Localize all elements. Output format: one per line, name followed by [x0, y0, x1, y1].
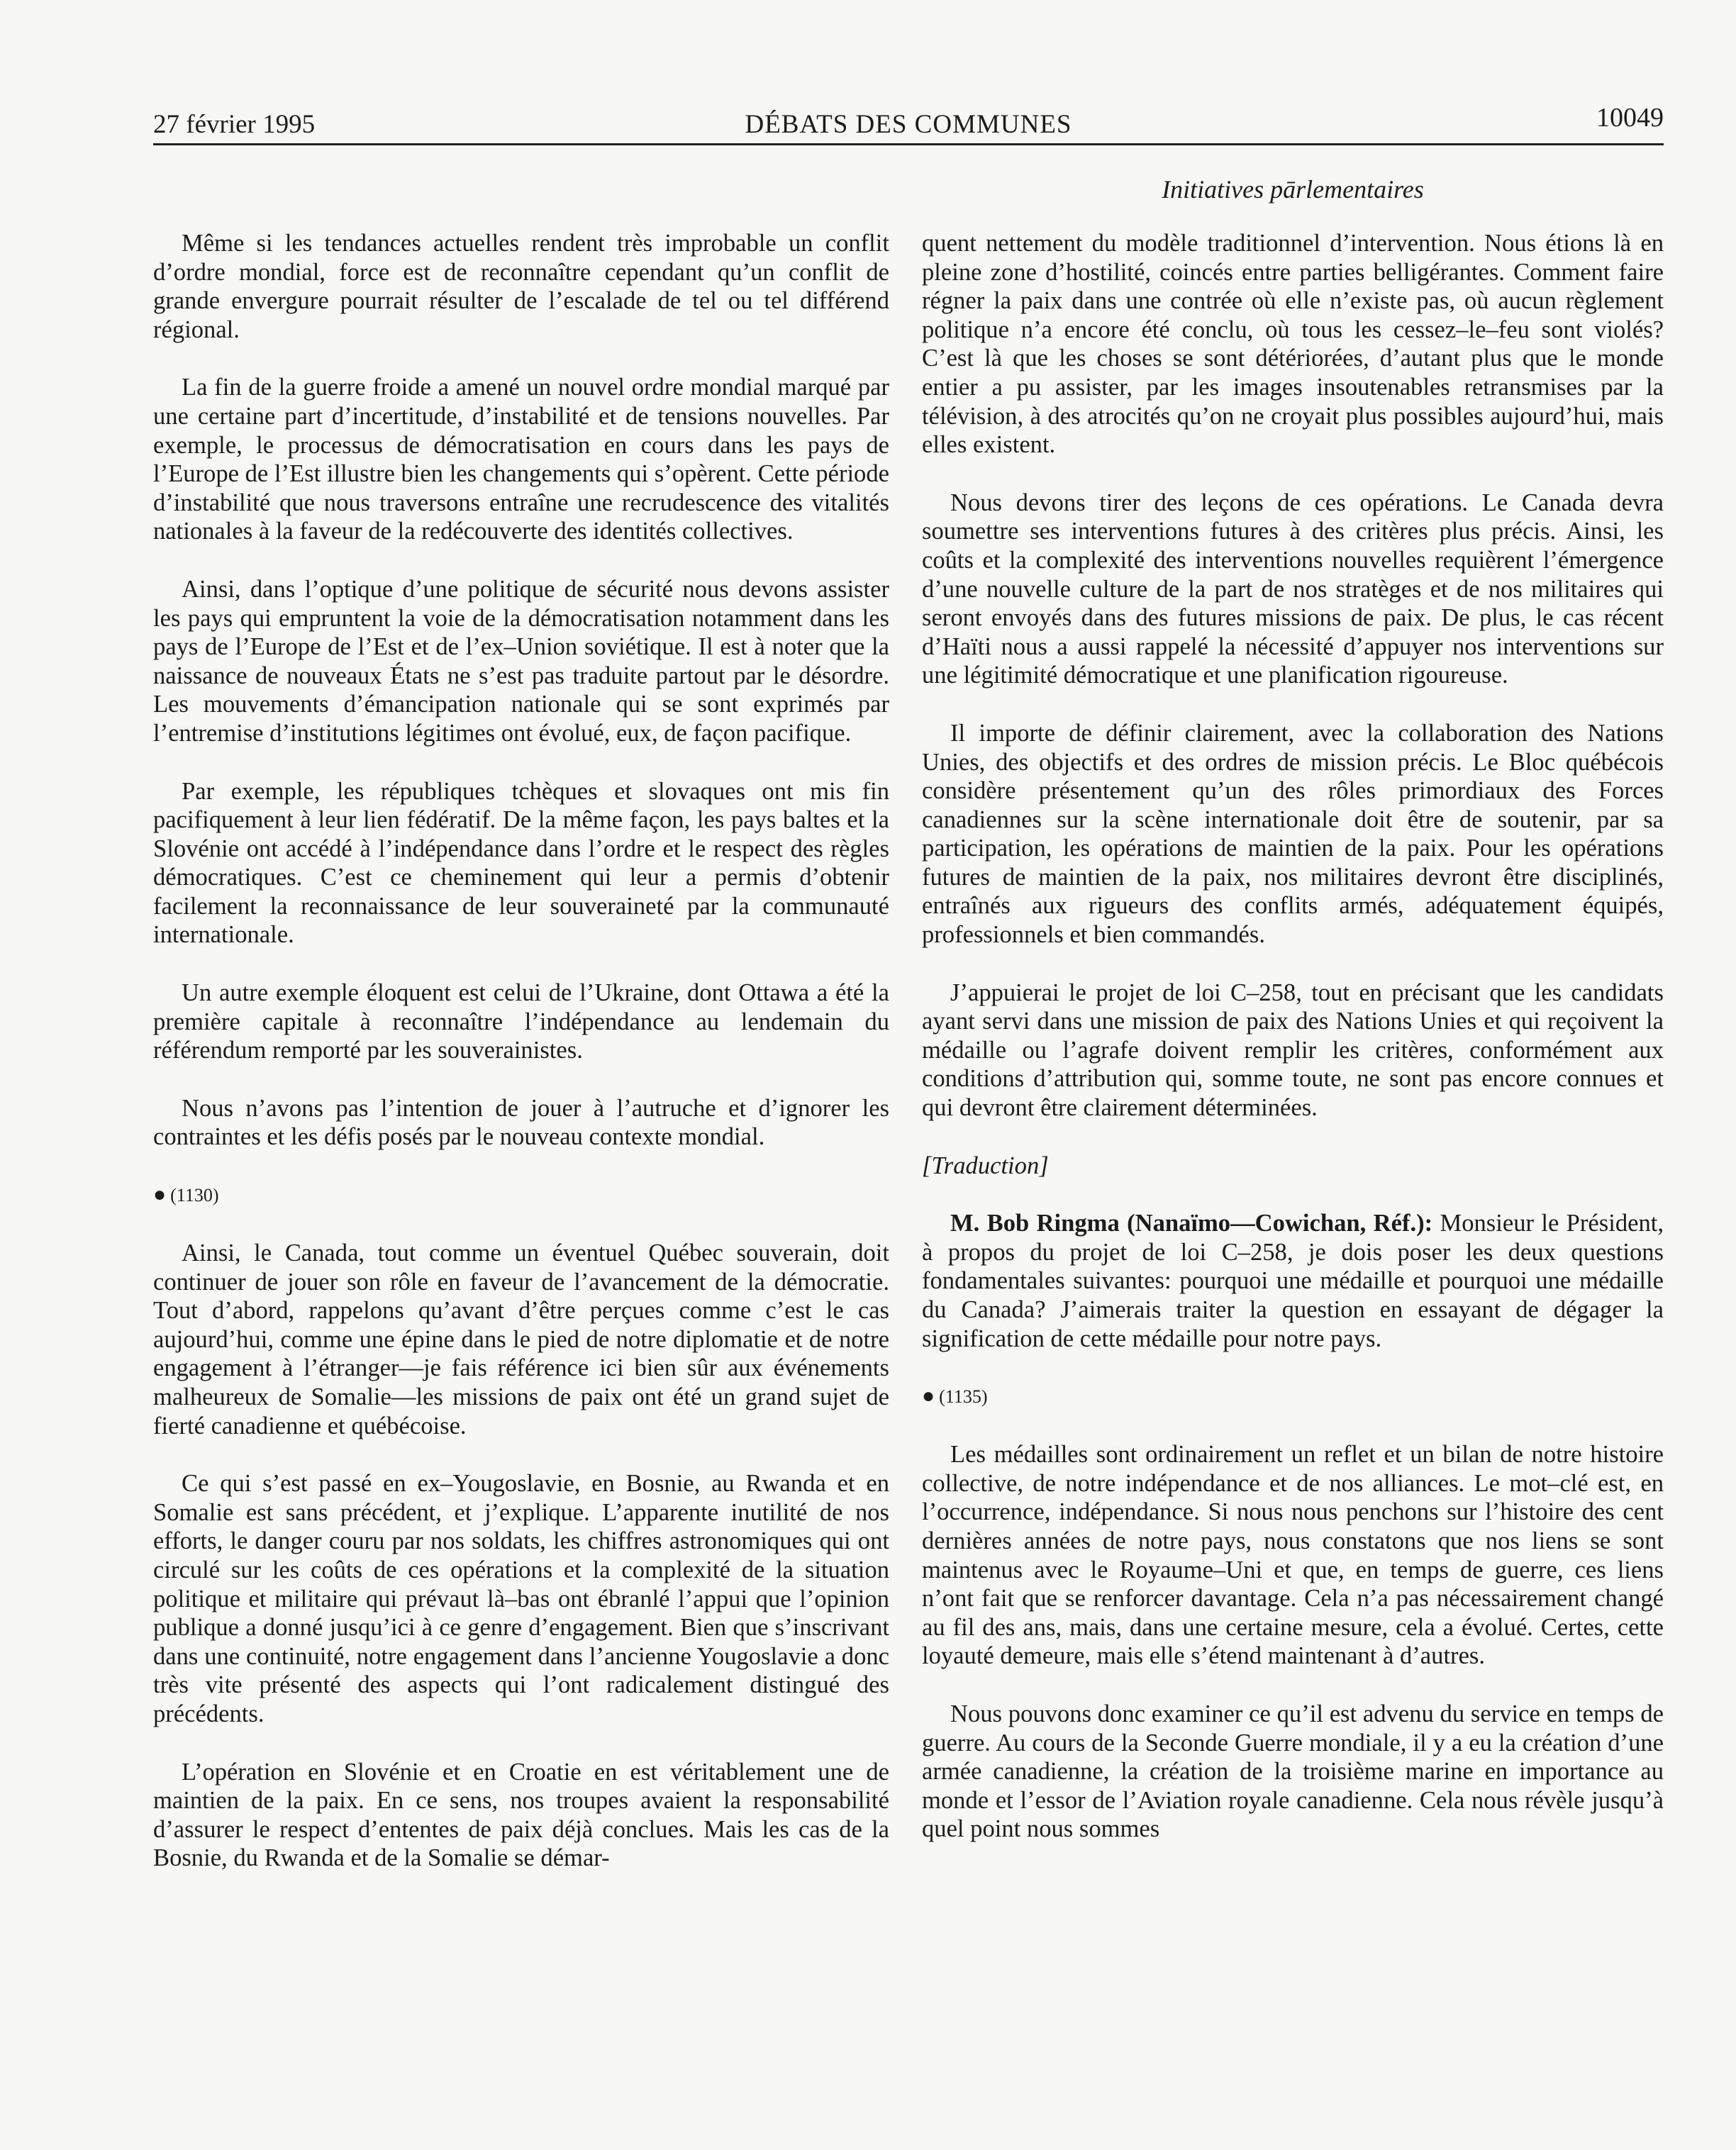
paragraph: Nous n’avons pas l’intention de jouer à l’autruche et d’ignorer les contraintes et les défis posés par le nouveau contexte mondial.: [153, 1094, 889, 1151]
paragraph: Nous pouvons donc examiner ce qu’il est advenu du service en temps de guerre. Au cours de la Seconde Guerre mondiale, il y a eu la création d’une armée canadienne, la création de la troisième marine en importance au monde et l’essor de l’Aviation royale canadienne. Cela nous révèle jusqu’à quel point nous sommes: [922, 1700, 1664, 1843]
bullet-icon: ●: [922, 1384, 935, 1408]
paragraph: quent nettement du modèle traditionnel d’intervention. Nous étions là en pleine zone d’hostilité, coincés entre parties belligérantes. Comment faire régner la paix dans une contrée où elle n’existe pas, où aucun règlement politique n’a encore été conclu, où tous les cessez–le–feu sont violés? C’est là que les choses se sont détériorées, d’autant plus que le monde entier a pu assister, par les images insoutenables retransmises par la télévision, à des atrocités qu’on ne croyait plus possibles aujourd’hui, mais elles existent.: [922, 230, 1664, 459]
page-number: 10049: [1596, 103, 1664, 133]
time-marker: [922, 1382, 1664, 1411]
left-column: [153, 229, 889, 1873]
paragraph: La fin de la guerre froide a amené un nouvel ordre mondial marqué par une certaine part d’incertitude, d’instabilité et de tensions nouvelles. Par exemple, le processus de démocratisation en cours dans les pays de l’Europe de l’Est illustre bien les changements qui s’opèrent. Cette période d’instabilité que nous traversons entraîne une recrudescence des vitalités nationales à la faveur de la redécouverte des identités collectives.: [153, 374, 889, 545]
paragraph: J’appuierai le projet de loi C–258, tout en précisant que les candidats ayant servi dans une mission de paix des Nations Unies et qui reçoivent la médaille ou l’agrafe doivent remplir les critères, conformément aux conditions d’attribution qui, somme toute, ne sont pas encore connues et qui devront être clairement déterminées.: [922, 979, 1664, 1122]
header-rule: [153, 143, 1664, 145]
paragraph: Par exemple, les républiques tchèques et slovaques ont mis fin pacifiquement à leur lien fédératif. De la même façon, les pays baltes et la Slovénie ont accédé à l’indépendance dans l’ordre et le respect des règles démocratiques. C’est ce cheminement qui leur a permis d’obtenir facilement la reconnaissance de leur souveraineté par la communauté internationale.: [153, 777, 889, 949]
speaker-name: M. Bob Ringma (Nanaïmo—Cowichan, Réf.):: [950, 1210, 1433, 1237]
paragraph: Ce qui s’est passé en ex–Yougoslavie, en Bosnie, au Rwanda et en Somalie est sans précédent, et j’explique. L’apparente inutilité de nos efforts, le danger couru par nos soldats, les chiffres astronomiques qui ont circulé sur les coûts de ces opérations et la complexité de la situation politique et militaire qui prévaut là–bas ont ébranlé l’appui que l’opinion publique a donné jusqu’ici à ce genre d’engagement. Bien que s’inscrivant dans une continuité, notre engagement dans l’ancienne Yougoslavie a donc très vite présenté des aspects qui l’ont radicalement distingué des précédents.: [153, 1470, 889, 1727]
time-marker: [153, 1181, 889, 1210]
paragraph: Un autre exemple éloquent est celui de l’Ukraine, dont Ottawa a été la première capitale à reconnaître l’indépendance au lendemain du référendum remporté par les souverainistes.: [153, 979, 889, 1064]
translation-tag: [Traduction]: [922, 1152, 1049, 1179]
right-column: [922, 229, 1664, 1844]
bullet-icon: ●: [153, 1183, 167, 1207]
paragraph: Ainsi, le Canada, tout comme un éventuel Québec souverain, doit continuer de jouer son rôle en faveur de l’avancement de la démocratie. Tout d’abord, rappelons qu’avant d’être perçues comme c’est le cas aujourd’hui, comme une épine dans le pied de notre diplomatie et de notre engagement à l’étranger—je fais référence ici bien sûr aux événements malheureux de Somalie—les missions de paix ont été un grand sujet de fierté canadienne et québécoise.: [153, 1240, 889, 1439]
paragraph: Nous devons tirer des leçons de ces opérations. Le Canada devra soumettre ses interventions futures à des critères plus précis. Ainsi, les coûts et la complexité des interventions nouvelles requièrent l’émergence d’une nouvelle culture de la part de nos stratèges et de nos militaires qui seront envoyés dans des futures missions de paix. De plus, le cas récent d’Haïti nous a aussi rappelé la nécessité d’appuyer nos interventions sur une légitimité démocratique et une planification rigoureuse.: [922, 489, 1664, 689]
time-marker-label: (1130): [170, 1185, 219, 1206]
speech-text: Monsieur le Président, à propos du projet de loi C–258, je dois poser les deux questions fondamentales suivantes: pourquoi une médaille et pourquoi une médaille du Canada? J’aimerais traiter la question en essayant de dégager la signification de cette médaille pour notre pays.: [922, 1210, 1664, 1352]
header-title: DÉBATS DES COMMUNES: [745, 110, 1072, 139]
section-title: Initiatives pārlementaires: [1162, 175, 1424, 204]
time-marker-label: (1135): [939, 1386, 988, 1408]
page-header: [153, 99, 1664, 142]
speaker-paragraph: [922, 1209, 1664, 1353]
header-date: 27 février 1995: [153, 110, 316, 139]
paragraph: Les médailles sont ordinairement un reflet et un bilan de notre histoire collective, de notre indépendance et de nos alliances. Le mot–clé est, en l’occurrence, indépendance. Si nous nous penchons sur l’histoire des cent dernières années de notre pays, nous constatons que nos liens se sont maintenus avec le Royaume–Uni et que, en temps de guerre, ces liens n’ont fait que se renforcer davantage. Cela n’a pas nécessairement changé au fil des ans, mais, dans une certaine mesure, cela a évolué. Certes, cette loyauté demeure, mais elle s’étend maintenant à d’autres.: [922, 1441, 1664, 1670]
paragraph: Il importe de définir clairement, avec la collaboration des Nations Unies, des objectifs et des ordres de mission précis. Le Bloc québécois considère présentement qu’un des rôles primordiaux des Forces canadiennes sur la scène internationale doit être de soutenir, par sa participation, les opérations de maintien de la paix. Pour les opérations futures de maintien de la paix, nos militaires devront être disciplinés, entraînés aux rigueurs des conflits armés, adéquatement équipés, professionnels et bien commandés.: [922, 719, 1664, 949]
paragraph: Ainsi, dans l’optique d’une politique de sécurité nous devons assister les pays qui empruntent la voie de la démocratisation notamment dans les pays de l’Europe de l’Est et de l’ex–Union soviétique. Il est à noter que la naissance de nouveaux États ne s’est pas traduite partout par le désordre. Les mouvements d’émancipation nationale qui se sont exprimés par l’entremise d’institutions légitimes ont évolué, eux, de façon pacifique.: [153, 575, 889, 747]
paragraph: Même si les tendances actuelles rendent très improbable un conflit d’ordre mondial, force est de reconnaître cependant qu’un conflit de grande envergure pourrait résulter de l’escalade de tel ou tel différend régional.: [153, 230, 889, 343]
paragraph: L’opération en Slovénie et en Croatie en est véritablement une de maintien de la paix. En ce sens, nos troupes avaient la responsabilité d’assurer le respect d’ententes de paix déjà conclues. Mais les cas de la Bosnie, du Rwanda et de la Somalie se démar-: [153, 1758, 889, 1872]
